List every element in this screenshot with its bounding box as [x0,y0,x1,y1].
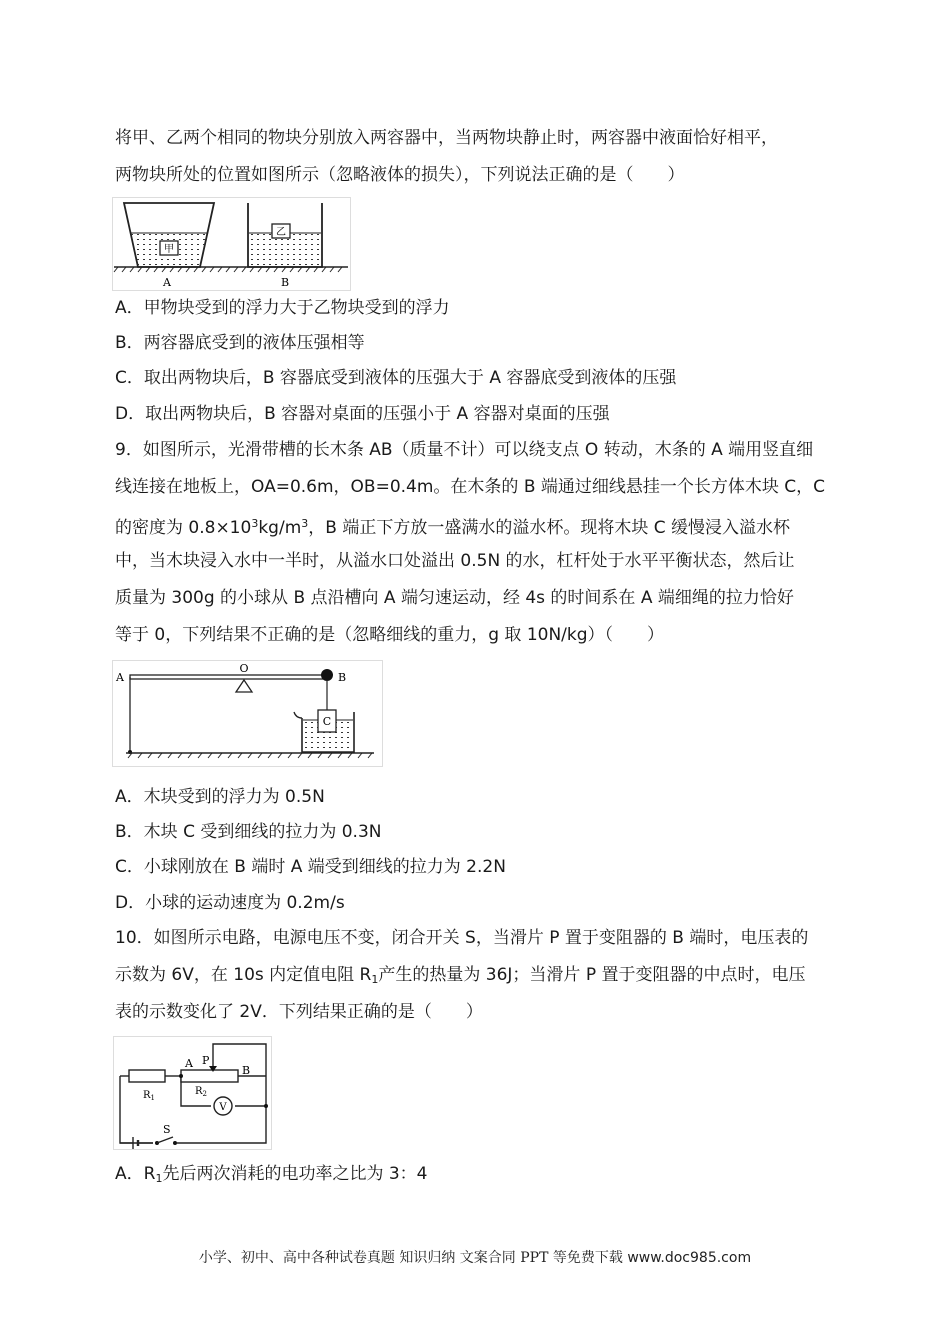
q8-label-a: A [163,276,171,289]
q8-block-b-label: 乙 [276,227,286,238]
footer-url[interactable]: www.doc985.com [627,1250,752,1266]
q9-option-c: C．小球刚放在 B 端时 A 端受到细线的拉力为 2.2N [115,857,506,877]
footer-text: 小学、初中、高中各种试卷真题 知识归纳 文案合同 PPT 等免费下载 [198,1250,623,1266]
q9-line-3-mid: kg/m [258,518,302,538]
q8-figure [112,197,352,292]
q10-label-a: A [185,1057,193,1070]
q9-label-b: B [337,671,347,684]
q9-label-c: C [322,715,332,728]
q9-figure-svg [112,660,384,768]
q10-line-2-pre: 示数为 6V，在 10s 内定值电阻 R [115,965,372,985]
q9-line-2: 线连接在地板上，OA=0.6m，OB=0.4m。在木条的 B 端通过细线悬挂一个长方体木块 C，C [115,477,826,497]
q9-option-d: D．小球的运动速度为 0.2m/s [115,893,345,913]
q9-line-3 [115,514,790,538]
q10-line-2-post: 产生的热量为 36J；当滑片 P 置于变阻器的中点时，电压 [378,965,806,985]
q10-line-1: 10．如图所示电路，电源电压不变，闭合开关 S，当滑片 P 置于变阻器的 B 端时，电压表的 [115,928,809,948]
q9-label-o: O [239,662,249,675]
q10-option-a-sub: 1 [155,1172,163,1185]
q10-label-s: S [163,1123,171,1136]
page-footer [0,1247,950,1267]
q9-option-a: A．木块受到的浮力为 0.5N [115,787,325,807]
q8-block-a-label: 甲 [164,244,174,255]
q9-option-b: B．木块 C 受到细线的拉力为 0.3N [115,822,382,842]
q8-label-b: B [280,276,290,289]
q9-line-6: 等于 0，下列结果不正确的是（忽略细线的重力，g 取 10N/kg）（ ） [115,625,665,645]
q9-line-3-post: ，B 端正下方放一盛满水的溢水杯。现将木块 C 缓慢浸入溢水杯 [308,518,791,538]
q10-label-b: B [242,1064,251,1077]
q8-option-a: A．甲物块受到的浮力大于乙物块受到的浮力 [115,298,450,318]
q8-figure-svg [112,197,352,292]
q8-stem-line-1: 将甲、乙两个相同的物块分别放入两容器中，当两物块静止时，两容器中液面恰好相平， [115,128,778,148]
q10-label-p: P [202,1054,210,1067]
q10-line-2-sub: 1 [371,973,379,986]
q9-figure [112,660,384,768]
q10-circuit-figure [113,1036,273,1151]
q10-option-a [115,1164,428,1189]
q10-label-r2: $R_2$ [195,1086,207,1098]
q9-line-1: 9．如图所示，光滑带槽的长木条 AB（质量不计）可以绕支点 O 转动，木条的 A 端用竖直细 [115,440,814,460]
q8-stem-line-2: 两物块所处的位置如图所示（忽略液体的损失），下列说法正确的是（ ） [115,165,685,185]
q10-label-r1: $R_1$ [143,1090,155,1102]
q9-line-5: 质量为 300g 的小球从 B 点沿槽向 A 端匀速运动，经 4s 的时间系在 A 端细绳的拉力恰好 [115,588,794,608]
q8-option-c: C．取出两物块后，B 容器底受到液体的压强大于 A 容器底受到液体的压强 [115,368,677,388]
q8-option-b: B．两容器底受到的液体压强相等 [115,333,365,353]
q9-line-4: 中，当木块浸入水中一半时，从溢水口处溢出 0.5N 的水，杠杆处于水平平衡状态，然后让 [115,551,795,571]
q9-line-3-sup2: 3 [301,517,309,530]
q10-circuit-svg [113,1036,273,1151]
q8-option-d: D．取出两物块后，B 容器对桌面的压强小于 A 容器对桌面的压强 [115,404,610,424]
q10-option-a-pre: A．R [115,1164,156,1184]
q10-option-a-post: 先后两次消耗的电功率之比为 3：4 [162,1164,428,1184]
q9-label-a: A [116,671,124,684]
q9-line-3-pre: 的密度为 0.8×10 [115,518,252,538]
q10-line-3: 表的示数变化了 2V．下列结果正确的是（ ） [115,1002,483,1022]
q10-label-v: V [219,1102,227,1113]
q10-line-2 [115,965,805,990]
q9-line-3-sup: 3 [251,517,259,530]
